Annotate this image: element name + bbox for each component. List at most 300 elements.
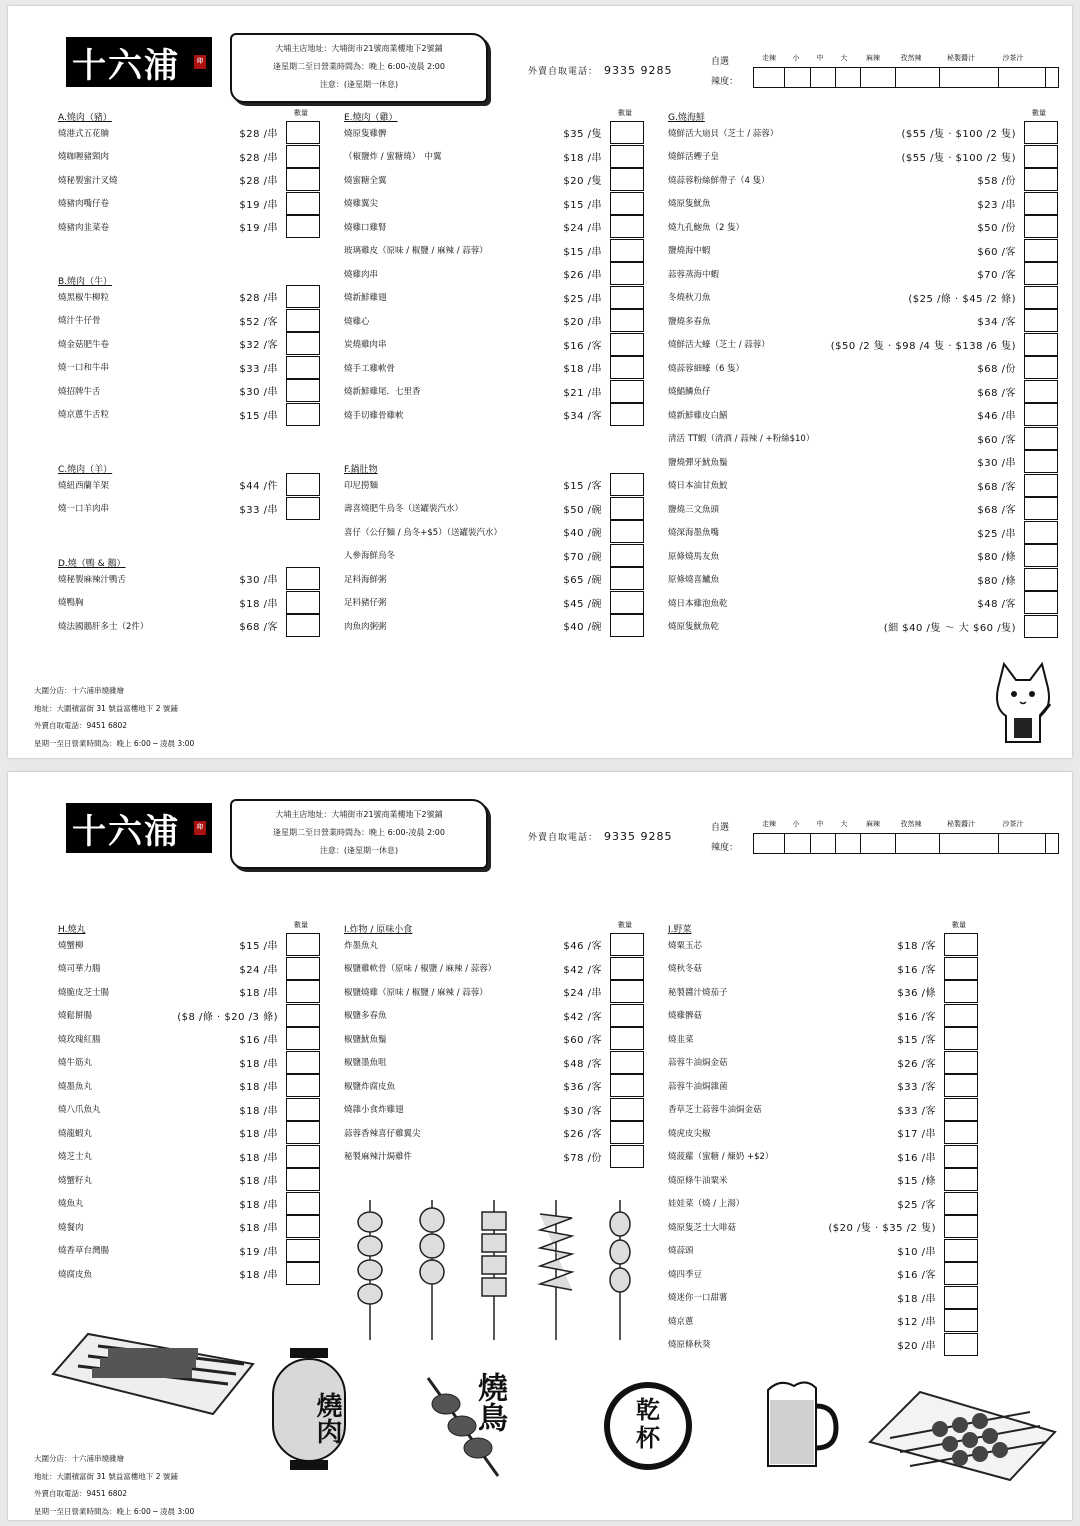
- menu-item-row: [344, 591, 646, 615]
- quantity-input-box[interactable]: [1024, 403, 1058, 426]
- quantity-input-box[interactable]: [610, 262, 644, 285]
- menu-item-price: $18 /客: [897, 941, 936, 953]
- menu-item-price: $30 /串: [977, 458, 1016, 470]
- quantity-input-box[interactable]: [1024, 356, 1058, 379]
- quantity-input-box[interactable]: [286, 332, 320, 355]
- menu-item-name: 蒜蓉香辣喜仔雞翼尖: [344, 1128, 421, 1139]
- quantity-input-box[interactable]: [1024, 521, 1058, 544]
- branch-footer: [34, 682, 194, 752]
- branch-footer: [34, 1450, 194, 1520]
- quantity-input-box[interactable]: [286, 1145, 320, 1168]
- choice-checkbox[interactable]: [999, 834, 1046, 853]
- quantity-input-box[interactable]: [944, 1239, 978, 1262]
- branch-address: 地址：大圍積富街 31 號益富樓地下 2 號鋪: [34, 703, 178, 713]
- quantity-input-box[interactable]: [286, 356, 320, 379]
- menu-item-name: 燒汁牛仔骨: [58, 316, 101, 327]
- menu-item-name: 燒鮮活蟶子皇: [668, 152, 720, 163]
- quantity-input-box[interactable]: [610, 145, 644, 168]
- menu-item-price: ($20 /隻 ‧ $35 /2 隻): [828, 1223, 936, 1235]
- quantity-input-box[interactable]: [286, 473, 320, 496]
- quantity-input-box[interactable]: [944, 1262, 978, 1285]
- quantity-input-box[interactable]: [610, 1027, 644, 1050]
- quantity-input-box[interactable]: [610, 168, 644, 191]
- menu-item-name: 燒日本油甘魚鮫: [668, 481, 728, 492]
- menu-item-row: [344, 403, 646, 427]
- menu-item-row: [344, 473, 646, 497]
- quantity-input-box[interactable]: [1024, 427, 1058, 450]
- quantity-input-box[interactable]: [286, 591, 320, 614]
- quantity-input-box[interactable]: [1024, 215, 1058, 238]
- menu-item-row: [344, 262, 646, 286]
- menu-item-name: 燒蟹柳: [58, 940, 84, 951]
- quantity-input-box[interactable]: [944, 1027, 978, 1050]
- menu-item-price: (細 $40 /隻 ～ 大 $60 /隻): [883, 622, 1016, 634]
- menu-item-name: 燒法國鵝肝多士（2件）: [58, 621, 149, 632]
- menu-item-row: [668, 286, 1060, 310]
- menu-item-name: 原條燒馬友魚: [668, 551, 720, 562]
- quantity-input-box[interactable]: [610, 980, 644, 1003]
- menu-item-row: [58, 145, 322, 169]
- choice-checkbox[interactable]: [754, 834, 785, 853]
- menu-item-name: 燒手工雞軟骨: [344, 363, 396, 374]
- quantity-input-box[interactable]: [944, 1004, 978, 1027]
- quantity-input-box[interactable]: [286, 309, 320, 332]
- quantity-input-box[interactable]: [944, 1215, 978, 1238]
- quantity-input-box[interactable]: [610, 1121, 644, 1144]
- choice-checkbox[interactable]: [785, 834, 810, 853]
- choice-option-label: 走辣: [762, 820, 776, 828]
- menu-item-row: [668, 121, 1060, 145]
- quantity-input-box[interactable]: [610, 1004, 644, 1027]
- quantity-input-box[interactable]: [610, 309, 644, 332]
- menu-item-name: 燒咖喱豬頸肉: [58, 152, 110, 163]
- quantity-input-box[interactable]: [944, 1051, 978, 1074]
- menu-item-name: 燒魚丸: [58, 1199, 84, 1210]
- lantern-text: 燒肉: [272, 1358, 346, 1462]
- menu-item-name: 燒雞心: [344, 316, 370, 327]
- menu-item-name: 燒蒜蓉粉絲鮮帶子（4 隻）: [668, 175, 770, 186]
- quantity-input-box[interactable]: [1024, 615, 1058, 638]
- menu-item-price: $18 /串: [239, 1105, 278, 1117]
- section-title: A.燒肉（豬）: [58, 113, 112, 123]
- choice-option-label: 秘製醬汁: [947, 820, 975, 828]
- menu-item-row: [58, 332, 322, 356]
- section-title: E.燒肉（雞）: [344, 113, 398, 123]
- quantity-input-box[interactable]: [944, 1098, 978, 1121]
- choice-checkbox[interactable]: [811, 834, 836, 853]
- shop-note: 注意：(逢星期一休息): [319, 846, 399, 855]
- quantity-input-box[interactable]: [1024, 544, 1058, 567]
- menu-item-row: [668, 615, 1060, 639]
- menu-item-row: [668, 591, 1060, 615]
- menu-item-price: $34 /客: [563, 411, 602, 423]
- quantity-input-box[interactable]: [286, 403, 320, 426]
- quantity-input-box[interactable]: [610, 215, 644, 238]
- quantity-input-box[interactable]: [610, 403, 644, 426]
- menu-item-row: [58, 192, 322, 216]
- choice-checkbox[interactable]: [811, 68, 836, 87]
- quantity-input-box[interactable]: [610, 1098, 644, 1121]
- menu-item-row: [668, 239, 1060, 263]
- menu-item-row: [58, 168, 322, 192]
- quantity-input-box[interactable]: [610, 614, 644, 637]
- choice-grid[interactable]: [753, 67, 1059, 88]
- menu-item-row: [58, 980, 322, 1004]
- quantity-input-box[interactable]: [286, 1262, 320, 1285]
- menu-item-name: 原條燒喜鱸魚: [668, 575, 720, 586]
- quantity-input-box[interactable]: [1024, 262, 1058, 285]
- menu-item-row: [58, 1215, 322, 1239]
- menu-item-name: 燒蒜頭: [668, 1246, 694, 1257]
- menu-item-price: $18 /串: [239, 598, 278, 610]
- spice-label: 辣度：: [711, 77, 739, 87]
- menu-item-row: [668, 427, 1060, 451]
- menu-item-row: [58, 1262, 322, 1286]
- quantity-input-box[interactable]: [286, 168, 320, 191]
- menu-item-price: $34 /客: [977, 317, 1016, 329]
- quantity-input-box[interactable]: [610, 1051, 644, 1074]
- skewers-illustration: [344, 1200, 644, 1340]
- quantity-input-box[interactable]: [1024, 450, 1058, 473]
- menu-item-price: $18 /串: [239, 1223, 278, 1235]
- menu-item-row: [344, 497, 646, 521]
- quantity-input-box[interactable]: [286, 614, 320, 637]
- menu-item-name: 椒鹽燒雞（原味 / 椒鹽 / 麻辣 / 蒜蓉）: [344, 987, 488, 998]
- choice-grid[interactable]: [753, 833, 1059, 854]
- menu-item-row: [344, 215, 646, 239]
- menu-item-name: 燒雜小食炸雞翅: [344, 1105, 404, 1116]
- menu-item-row: [344, 1098, 646, 1122]
- quantity-input-box[interactable]: [944, 933, 978, 956]
- menu-item-row: [668, 1145, 980, 1169]
- menu-item-row: [668, 957, 980, 981]
- menu-item-row: [58, 1004, 322, 1028]
- menu-item-name: 秘製麻辣汁焗雞件: [344, 1152, 413, 1163]
- choice-checkbox[interactable]: [861, 68, 896, 87]
- quantity-input-box[interactable]: [610, 933, 644, 956]
- quantity-input-box[interactable]: [610, 286, 644, 309]
- branch-address: 地址：大圍積富街 31 號益富樓地下 2 號鋪: [34, 1471, 178, 1481]
- menu-item-name: 燒秘製蜜汁叉燒: [58, 175, 118, 186]
- quantity-input-box[interactable]: [610, 239, 644, 262]
- menu-item-row: [668, 215, 1060, 239]
- menu-item-name: 燒雞口雞腎: [344, 222, 387, 233]
- choice-panel: [708, 816, 1058, 856]
- quantity-input-box[interactable]: [944, 1168, 978, 1191]
- quantity-input-box[interactable]: [1024, 121, 1058, 144]
- quantity-input-box[interactable]: [286, 980, 320, 1003]
- menu-item-row: [668, 521, 1060, 545]
- menu-item-row: [58, 1168, 322, 1192]
- quantity-input-box[interactable]: [610, 121, 644, 144]
- choice-option-label: 沙茶汁: [1002, 820, 1024, 828]
- menu-item-price: $80 /條: [977, 552, 1016, 564]
- quantity-input-box[interactable]: [610, 1145, 644, 1168]
- menu-item-price: $28 /串: [239, 152, 278, 164]
- choice-checkbox[interactable]: [785, 68, 810, 87]
- menu-item-price: $65 /碗: [563, 575, 602, 587]
- choice-option-label: 中: [816, 820, 824, 828]
- menu-item-price: $18 /串: [239, 1176, 278, 1188]
- menu-item-row: [668, 568, 1060, 592]
- quantity-input-box[interactable]: [286, 1098, 320, 1121]
- menu-item-row: [344, 520, 646, 544]
- quantity-input-box[interactable]: [610, 1074, 644, 1097]
- quantity-input-box[interactable]: [286, 1051, 320, 1074]
- menu-item-row: [344, 168, 646, 192]
- menu-item-name: 燒龍蝦丸: [58, 1128, 93, 1139]
- yakitori-icon: [418, 1368, 548, 1478]
- quantity-input-box[interactable]: [1024, 309, 1058, 332]
- quantity-input-box[interactable]: [944, 1333, 978, 1356]
- menu-item-name: 燒芝士丸: [58, 1152, 93, 1163]
- menu-item-name: 燒原條牛油粟米: [668, 1175, 728, 1186]
- quantity-input-box[interactable]: [1024, 286, 1058, 309]
- quantity-input-box[interactable]: [286, 1121, 320, 1144]
- quantity-input-box[interactable]: [286, 379, 320, 402]
- choice-option-label: 秘製醬汁: [947, 54, 975, 62]
- menu-item-price: $80 /條: [977, 575, 1016, 587]
- menu-item-price: $19 /串: [239, 199, 278, 211]
- choice-checkbox[interactable]: [896, 834, 939, 853]
- menu-item-name: 燒港式五花腩: [58, 128, 110, 139]
- quantity-input-box[interactable]: [1024, 380, 1058, 403]
- menu-item-row: [58, 356, 322, 380]
- quantity-input-box[interactable]: [944, 1309, 978, 1332]
- choice-option-label: 走辣: [762, 54, 776, 62]
- phone-line: 外賣自取電話： 9335 9285: [528, 830, 673, 843]
- quantity-input-box[interactable]: [610, 380, 644, 403]
- quantity-input-box[interactable]: [610, 544, 644, 567]
- quantity-input-box[interactable]: [286, 1239, 320, 1262]
- choice-checkbox[interactable]: [754, 68, 785, 87]
- menu-item-price: $28 /串: [239, 293, 278, 305]
- choice-checkbox[interactable]: [896, 68, 939, 87]
- menu-item-price: $48 /客: [563, 1058, 602, 1070]
- menu-item-row: [668, 380, 1060, 404]
- menu-item-name: 壽喜燒肥牛烏冬（送罐裝汽水）: [344, 504, 464, 515]
- quantity-input-box[interactable]: [286, 1192, 320, 1215]
- quantity-input-box[interactable]: [1024, 145, 1058, 168]
- menu-item-name: 燒鬆餅腸: [58, 1011, 93, 1022]
- choice-checkbox[interactable]: [836, 68, 861, 87]
- menu-item-row: [58, 379, 322, 403]
- menu-item-row: [668, 1309, 980, 1333]
- quantity-input-box[interactable]: [1024, 497, 1058, 520]
- choice-option-label: 小: [792, 820, 800, 828]
- quantity-input-box[interactable]: [286, 497, 320, 520]
- menu-item-name: 燒新鮮雞尾．七里香: [344, 387, 421, 398]
- menu-item-price: $60 /客: [563, 1035, 602, 1047]
- quantity-input-box[interactable]: [286, 1215, 320, 1238]
- quantity-input-box[interactable]: [610, 356, 644, 379]
- quantity-input-box[interactable]: [944, 1192, 978, 1215]
- menu-item-row: [344, 309, 646, 333]
- quantity-input-box[interactable]: [610, 333, 644, 356]
- choice-options: [754, 819, 1054, 829]
- quantity-input-box[interactable]: [1024, 168, 1058, 191]
- quantity-input-box[interactable]: [286, 933, 320, 956]
- menu-item-price: $68 /客: [239, 622, 278, 634]
- choice-checkbox[interactable]: [836, 834, 861, 853]
- menu-item-row: [344, 121, 646, 145]
- menu-item-name: 香草芝士蒜蓉牛油焗金菇: [668, 1105, 762, 1116]
- menu-item-row: [344, 544, 646, 568]
- menu-item-row: [668, 933, 980, 957]
- quantity-input-box[interactable]: [286, 121, 320, 144]
- choice-option-label: 孜然辣: [900, 54, 922, 62]
- choice-checkbox[interactable]: [940, 68, 999, 87]
- menu-item-price: $18 /串: [239, 1129, 278, 1141]
- menu-item-price: $52 /客: [239, 316, 278, 328]
- menu-item-name: 燒脆皮芝士腸: [58, 987, 110, 998]
- menu-item-row: [58, 473, 322, 497]
- menu-item-row: [668, 1168, 980, 1192]
- menu-item-price: $42 /客: [563, 1011, 602, 1023]
- skewer-plate-illustration: [860, 1372, 1060, 1482]
- menu-item-price: $28 /串: [239, 176, 278, 188]
- menu-item-price: $60 /客: [977, 246, 1016, 258]
- menu-item-price: $46 /客: [563, 941, 602, 953]
- quantity-input-box[interactable]: [286, 1074, 320, 1097]
- menu-item-name: 鹽燒彈牙魷魚鬚: [668, 457, 728, 468]
- quantity-input-box[interactable]: [944, 1286, 978, 1309]
- quantity-input-box[interactable]: [944, 1121, 978, 1144]
- section-title: D.燒（鴨 & 鵝）: [58, 559, 126, 569]
- menu-item-name: 蒜蓉牛油焗雜菌: [668, 1081, 728, 1092]
- quantity-input-box[interactable]: [610, 192, 644, 215]
- menu-item-name: 清活 TT蝦（清酒 / 蒜辣 / +粉絲$10）: [668, 434, 815, 445]
- menu-item-price: $45 /碗: [563, 598, 602, 610]
- menu-item-row: [58, 933, 322, 957]
- menu-item-name: 冬燒秋刀魚: [668, 293, 711, 304]
- qty-column-label: 數量: [618, 109, 632, 117]
- quantity-input-box[interactable]: [610, 591, 644, 614]
- menu-item-row: [58, 1074, 322, 1098]
- menu-item-name: 燒秋冬菇: [668, 964, 703, 975]
- menu-item-row: [344, 1074, 646, 1098]
- grill-plate-illustration: [48, 1304, 258, 1424]
- quantity-input-box[interactable]: [286, 192, 320, 215]
- quantity-input-box[interactable]: [944, 1145, 978, 1168]
- menu-item-price: $16 /客: [563, 340, 602, 352]
- menu-item-row: [344, 333, 646, 357]
- menu-item-name: 燒腐皮魚: [58, 1269, 93, 1280]
- menu-item-name: 鹽燒多春魚: [668, 316, 711, 327]
- quantity-input-box[interactable]: [610, 520, 644, 543]
- menu-item-row: [344, 1004, 646, 1028]
- menu-sheet-1: [8, 6, 1072, 758]
- quantity-input-box[interactable]: [286, 1004, 320, 1027]
- quantity-input-box[interactable]: [286, 567, 320, 590]
- menu-item-row: [58, 309, 322, 333]
- choice-checkbox[interactable]: [861, 834, 896, 853]
- menu-item-price: $16 /客: [897, 1270, 936, 1282]
- menu-item-name: 燒粟玉芯: [668, 940, 703, 951]
- menu-item-name: 燒蒜蓉細蠔（6 隻）: [668, 363, 745, 374]
- menu-item-row: [668, 450, 1060, 474]
- menu-item-price: $50 /份: [977, 223, 1016, 235]
- menu-item-row: [344, 933, 646, 957]
- menu-item-row: [668, 1286, 980, 1310]
- quantity-input-box[interactable]: [944, 980, 978, 1003]
- menu-item-name: 燒蜜糖全翼: [344, 175, 387, 186]
- quantity-input-box[interactable]: [1024, 568, 1058, 591]
- quantity-input-box[interactable]: [1024, 192, 1058, 215]
- menu-item-price: $15 /客: [897, 1035, 936, 1047]
- quantity-input-box[interactable]: [944, 957, 978, 980]
- quantity-input-box[interactable]: [610, 957, 644, 980]
- shop-hours: 逢星期二至日營業時間為：晚上 6:00-凌晨 2:00: [273, 828, 445, 837]
- quantity-input-box[interactable]: [944, 1074, 978, 1097]
- menu-item-row: [58, 403, 322, 427]
- menu-item-price: $15 /串: [239, 410, 278, 422]
- qty-column-label: 數量: [1032, 109, 1046, 117]
- menu-item-row: [344, 286, 646, 310]
- quantity-input-box[interactable]: [1024, 333, 1058, 356]
- quantity-input-box[interactable]: [286, 1027, 320, 1050]
- menu-item-name: 燒原條秋葵: [668, 1340, 711, 1351]
- menu-item-row: [58, 215, 322, 239]
- phone-line: 外賣自取電話： 9335 9285: [528, 64, 673, 77]
- choice-option-label: 小: [792, 54, 800, 62]
- quantity-input-box[interactable]: [286, 1168, 320, 1191]
- phone-number: 9335 9285: [604, 64, 673, 77]
- menu-item-name: 燒八爪魚丸: [58, 1105, 101, 1116]
- quantity-input-box[interactable]: [1024, 591, 1058, 614]
- cheers-stamp: [604, 1382, 692, 1470]
- menu-item-row: [668, 1333, 980, 1357]
- menu-item-name: 燒新鮮雞翅: [344, 293, 387, 304]
- menu-item-row: [344, 980, 646, 1004]
- menu-item-name: 燒新鮮雞皮白鱔: [668, 410, 728, 421]
- quantity-input-box[interactable]: [286, 285, 320, 308]
- quantity-input-box[interactable]: [286, 957, 320, 980]
- menu-item-name: 足料海鮮粥: [344, 574, 387, 585]
- beer-mug-icon: [760, 1376, 840, 1470]
- menu-item-price: $18 /串: [239, 1152, 278, 1164]
- branch-phone: 外賣自取電話：9451 6802: [34, 721, 128, 730]
- menu-item-name: 炭燒雞肉串: [344, 340, 387, 351]
- phone-number: 9335 9285: [604, 830, 673, 843]
- menu-item-row: [58, 1192, 322, 1216]
- menu-item-row: [668, 1051, 980, 1075]
- choice-checkbox[interactable]: [999, 68, 1046, 87]
- menu-item-name: 燒京蔥牛舌粒: [58, 410, 110, 421]
- menu-item-price: $18 /串: [897, 1293, 936, 1305]
- menu-item-name: 燒秘製麻辣汁鴨舌: [58, 574, 127, 585]
- quantity-input-box[interactable]: [1024, 474, 1058, 497]
- menu-item-name: 燒蟹籽丸: [58, 1175, 93, 1186]
- shop-hours: 逢星期二至日營業時間為：晚上 6:00-凌晨 2:00: [273, 62, 445, 71]
- menu-item-name: 燒迷你一口甜薯: [668, 1293, 728, 1304]
- quantity-input-box[interactable]: [286, 215, 320, 238]
- quantity-input-box[interactable]: [1024, 239, 1058, 262]
- quantity-input-box[interactable]: [286, 145, 320, 168]
- quantity-input-box[interactable]: [610, 567, 644, 590]
- menu-item-name: 燒墨魚丸: [58, 1081, 93, 1092]
- quantity-input-box[interactable]: [610, 497, 644, 520]
- menu-item-row: [668, 309, 1060, 333]
- qty-column-label: 數量: [952, 921, 966, 929]
- choice-checkbox[interactable]: [940, 834, 999, 853]
- choice-label: 自選: [711, 57, 730, 67]
- menu-item-name: 燒手切雞骨雞軟: [344, 410, 404, 421]
- menu-item-price: $50 /碗: [563, 504, 602, 516]
- section-title: F.鍋肚物: [344, 465, 378, 475]
- quantity-input-box[interactable]: [610, 473, 644, 496]
- menu-item-name: 燒招牌牛舌: [58, 386, 101, 397]
